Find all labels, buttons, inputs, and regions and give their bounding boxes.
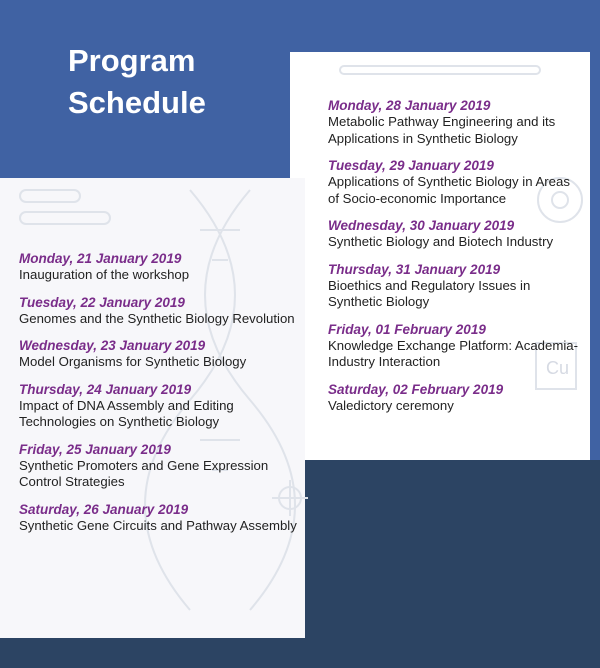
schedule-entry <box>19 251 297 284</box>
entry-date: Monday, 28 January 2019 <box>328 98 491 113</box>
entry-topic: Genomes and the Synthetic Biology Revolution <box>19 310 295 326</box>
schedule-entry <box>328 218 583 251</box>
entry-date: Wednesday, 30 January 2019 <box>328 218 515 233</box>
entry-topic: Applications of Synthetic Biology in Areas of Socio-economic Importance <box>328 174 570 206</box>
schedule-entry <box>328 382 583 415</box>
title-line-1: Program <box>68 43 196 78</box>
entry-topic: Valedictory ceremony <box>328 397 454 413</box>
element-label: Cu <box>546 358 570 378</box>
entry-topic: Impact of DNA Assembly and Editing Technologies on Synthetic Biology <box>19 397 234 429</box>
schedule-entry <box>19 295 297 328</box>
bottom-band <box>0 638 600 668</box>
schedule-entry <box>328 262 583 311</box>
schedule-entry <box>19 442 297 491</box>
entry-date: Monday, 21 January 2019 <box>19 251 182 266</box>
schedule-column-left <box>19 251 297 534</box>
navy-block <box>305 460 600 668</box>
entry-topic: Model Organisms for Synthetic Biology <box>19 354 247 369</box>
entry-topic: Synthetic Biology and Biotech Industry <box>328 234 554 249</box>
page-title <box>68 40 206 124</box>
entry-topic: Inauguration of the workshop <box>19 267 190 282</box>
entry-topic: Synthetic Promoters and Gene Expression Control Strategies <box>19 457 269 489</box>
title-panel <box>0 0 290 178</box>
schedule-entry <box>19 338 297 371</box>
title-line-2: Schedule <box>68 85 206 120</box>
schedule-entry <box>328 322 583 371</box>
entry-date: Friday, 25 January 2019 <box>19 441 171 457</box>
entry-topic: Metabolic Pathway Engineering and its Applications in Synthetic Biology <box>328 114 556 146</box>
schedule-entry <box>19 502 297 535</box>
entry-date: Wednesday, 23 January 2019 <box>19 338 206 353</box>
schedule-entry <box>328 158 583 207</box>
entry-date: Thursday, 24 January 2019 <box>19 381 192 397</box>
entry-topic: Knowledge Exchange Platform: Academia-Industry Interaction <box>328 337 578 369</box>
entry-date: Thursday, 31 January 2019 <box>328 261 501 277</box>
right-strip <box>590 0 600 460</box>
entry-date: Saturday, 26 January 2019 <box>19 501 189 517</box>
entry-date: Tuesday, 22 January 2019 <box>19 294 185 310</box>
schedule-column-right <box>328 98 583 414</box>
entry-date: Saturday, 02 February 2019 <box>328 381 504 397</box>
schedule-entry <box>328 98 583 147</box>
entry-topic: Bioethics and Regulatory Issues in Synthetic Biology <box>328 277 531 309</box>
entry-topic: Synthetic Gene Circuits and Pathway Assembly <box>19 517 297 533</box>
schedule-entry <box>19 382 297 431</box>
entry-date: Tuesday, 29 January 2019 <box>328 158 494 173</box>
entry-date: Friday, 01 February 2019 <box>328 321 486 337</box>
